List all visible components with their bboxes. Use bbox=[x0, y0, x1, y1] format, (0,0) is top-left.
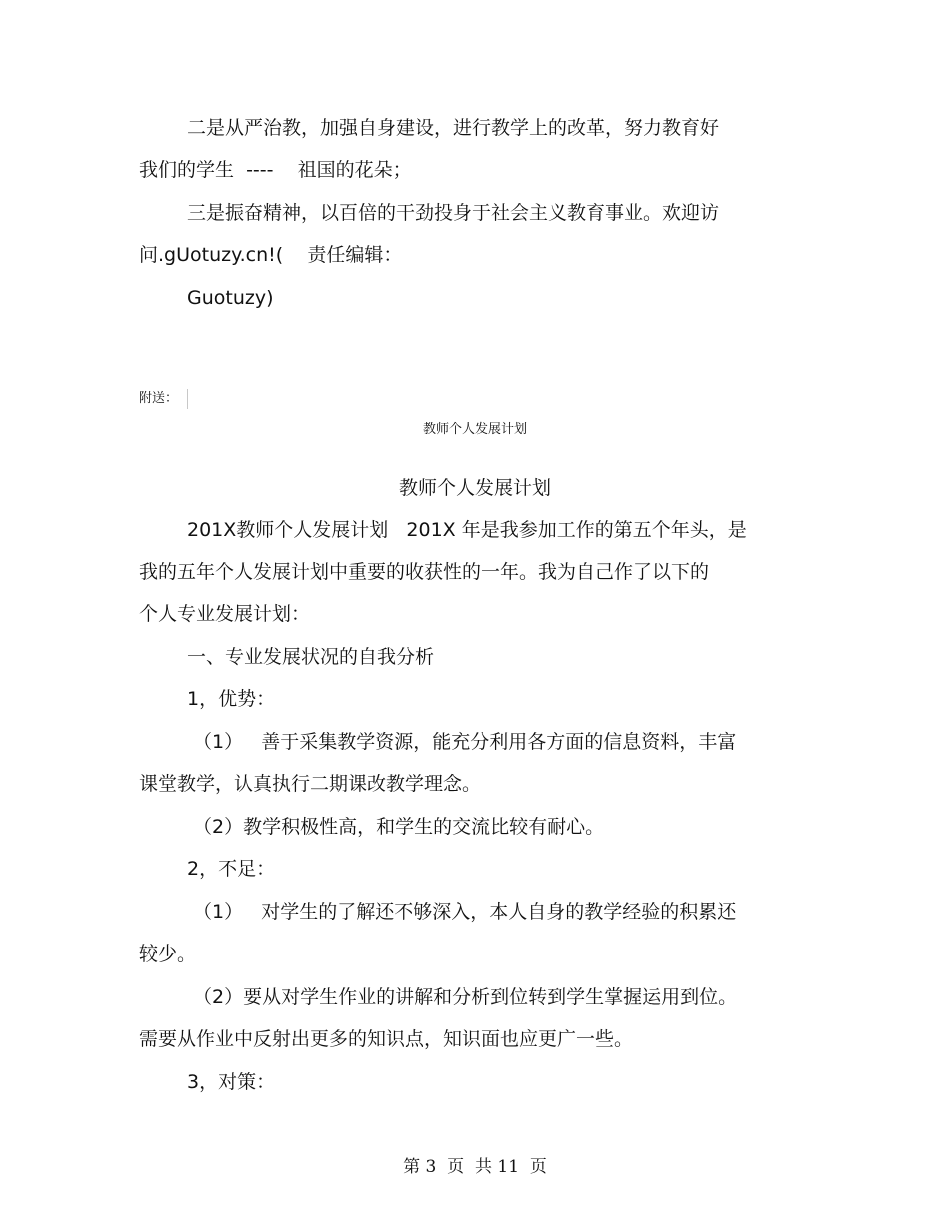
main-title: 教师个人发展计划 bbox=[398, 477, 551, 499]
body-line-8: （2）教学积极性高，和学生的交流比较有耐心。 bbox=[193, 816, 605, 838]
body-line-11: 较少。 bbox=[139, 943, 197, 965]
body-line-13: 需要从作业中反射出更多的知识点，知识面也应更广一些。 bbox=[139, 1028, 634, 1050]
intro-line-5: Guotuzy) bbox=[187, 287, 274, 309]
body-line-12: （2）要从对学生作业的讲解和分析到位转到学生掌握运用到位。 bbox=[193, 986, 738, 1008]
small-title: 教师个人发展计划 bbox=[422, 422, 527, 437]
subheading-shortcomings: 2，不足： bbox=[187, 858, 276, 880]
intro-line-3: 三是振奋精神，以百倍的干劲投身于社会主义教育事业。欢迎访 bbox=[187, 202, 720, 224]
body-line-1: 201X教师个人发展计划 201X 年是我参加工作的第五个年头，是 bbox=[187, 519, 747, 541]
body-line-7: 课堂教学，认真执行二期课改教学理念。 bbox=[139, 773, 482, 795]
cursor-divider bbox=[187, 389, 188, 409]
body-line-3: 个人专业发展计划： bbox=[139, 603, 311, 625]
body-line-2: 我的五年个人发展计划中重要的收获性的一年。我为自己作了以下的 bbox=[139, 561, 710, 583]
body-line-10: （1） 对学生的了解还不够深入，本人自身的教学经验的积累还 bbox=[193, 901, 737, 923]
subheading-advantages: 1，优势： bbox=[187, 688, 276, 710]
subheading-countermeasures: 3，对策： bbox=[187, 1071, 276, 1093]
intro-line-4: 问.gUotuzy.cn!( 责任编辑： bbox=[139, 244, 403, 266]
appendix-label: 附送： bbox=[139, 391, 179, 406]
page-footer: 第 3 页 共 11 页 bbox=[403, 1157, 547, 1177]
body-line-6: （1） 善于采集教学资源，能充分利用各方面的信息资料，丰富 bbox=[193, 731, 737, 753]
section-heading: 一、专业发展状况的自我分析 bbox=[187, 646, 435, 668]
intro-line-1: 二是从严治教，加强自身建设，进行教学上的改革，努力教育好 bbox=[187, 117, 720, 139]
intro-line-2: 我们的学生 ---- 祖国的花朵； bbox=[139, 159, 412, 181]
